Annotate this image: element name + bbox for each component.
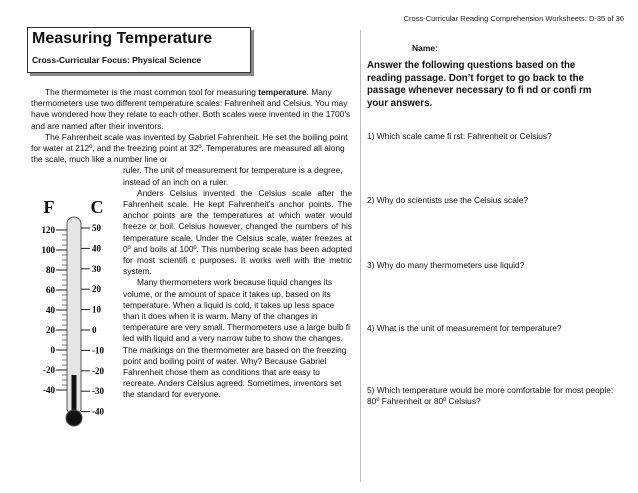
celsius-tick-label: -10 (92, 345, 104, 356)
name-label: Name: (412, 43, 438, 53)
paragraph-3: Anders Celsius invented the Celsius scale after the Fahrenheit scale. He kept Fahrenheit’s anchor points. The anchor points are the temperatures at which water would freeze or boil. Celsius however, changed the numbers of his temperature scale. Under the Celsius scale, water freezes at 0º and boils at 100º. This numbering scale has been adopted for most scientifi c purposes. It works well with the metric system. (123, 187, 352, 277)
fahrenheit-tick-label: 60 (46, 285, 55, 295)
column-divider (360, 30, 361, 482)
thermometer-bulb (66, 410, 82, 426)
celsius-tick-label: 0 (92, 325, 97, 335)
fahrenheit-tick-label: 100 (41, 245, 55, 255)
fahrenheit-label: F (43, 197, 55, 217)
paragraph-2: The Fahrenheit scale was invented by Gabriel Fahrenheit. He set the boiling point for water at 212º, and the freezing point at 32º. Temperatures are measured all along the scale, much like a number line or (31, 131, 348, 165)
p1-text-b: . Many thermometers use two different temperature scales: Fahrenheit and Celsius. You may have wondered how they relate to each other. Both scales were invented in the 1700’s and are named after their inventors. (31, 87, 351, 131)
thermometer-liquid (72, 375, 77, 413)
paragraph-1 (31, 87, 352, 132)
thermometer-illustration (29, 193, 121, 435)
fahrenheit-tick-label: 80 (46, 265, 55, 275)
fahrenheit-tick-label: -40 (43, 385, 55, 395)
celsius-tick-label: -20 (92, 365, 104, 376)
fahrenheit-scale (42, 225, 68, 395)
fahrenheit-tick-label: -20 (43, 365, 55, 375)
celsius-tick-label: -40 (92, 406, 104, 417)
p1-text-a: The thermometer is the most common tool for measuring (45, 87, 259, 97)
fahrenheit-tick-label: 0 (50, 345, 55, 355)
fahrenheit-tick-label: 40 (46, 305, 55, 315)
celsius-tick-label: 50 (92, 223, 101, 233)
page-title: Measuring Temperature (32, 30, 213, 47)
question-4: 4) What is the unit of measurement for temperature? (367, 323, 562, 333)
p1-bold-term: temperature (258, 87, 307, 97)
fahrenheit-tick-label: 20 (46, 325, 55, 335)
celsius-tick-label: 10 (92, 304, 101, 315)
page-subtitle: Cross-Curricular Focus: Physical Science (32, 55, 202, 65)
page-header: Cross-Curricular Reading Comprehension Worksheets: D-35 of 36 (403, 14, 624, 23)
question-3: 3) Why do many thermometers use liquid? (367, 260, 525, 270)
question-1: 1) Which scale came fi rst: Fahrenheit or Celsius? (367, 131, 552, 141)
paragraph-4: Many thermometers work because liquid changes its volume, or the amount of space it takes up, based on its temperature. When a liquid is cold, it takes up less space than it does when it is warm. Many of the changes in temperature are very small. Thermometers use a large bulb fi led with liquid and a very narrow tube to show the changes. The markings on the thermometer are based on the freezing point and boiling point of water. Why? Because Gabriel Fahrenheit chose them as conditions that are easy to recreate. Anders Celsius agreed. Sometimes, inventors set the standard for everyone. (123, 277, 350, 400)
fahrenheit-tick-label: 120 (41, 225, 55, 235)
title-box (27, 27, 251, 73)
paragraph-2-wrap: ruler. The unit of measurement for temperature is a degree, instead of an inch on a ruler. (123, 165, 343, 187)
celsius-tick-label: 20 (92, 284, 101, 295)
question-2: 2) Why do scientists use the Celsius scale? (367, 195, 529, 205)
celsius-tick-label: 30 (92, 263, 101, 274)
celsius-scale (81, 223, 104, 417)
celsius-label: C (90, 197, 104, 217)
celsius-tick-label: 40 (92, 243, 101, 254)
instructions: Answer the following questions based on the reading passage. Don’t forget to go back to the passage whenever necessary to fi nd or confi rm your answers. (367, 60, 592, 109)
celsius-tick-label: -30 (92, 386, 104, 397)
question-5: 5) Which temperature would be more comfortable for most people: 80º Fahrenheit or 80º Celsius? (367, 385, 614, 406)
